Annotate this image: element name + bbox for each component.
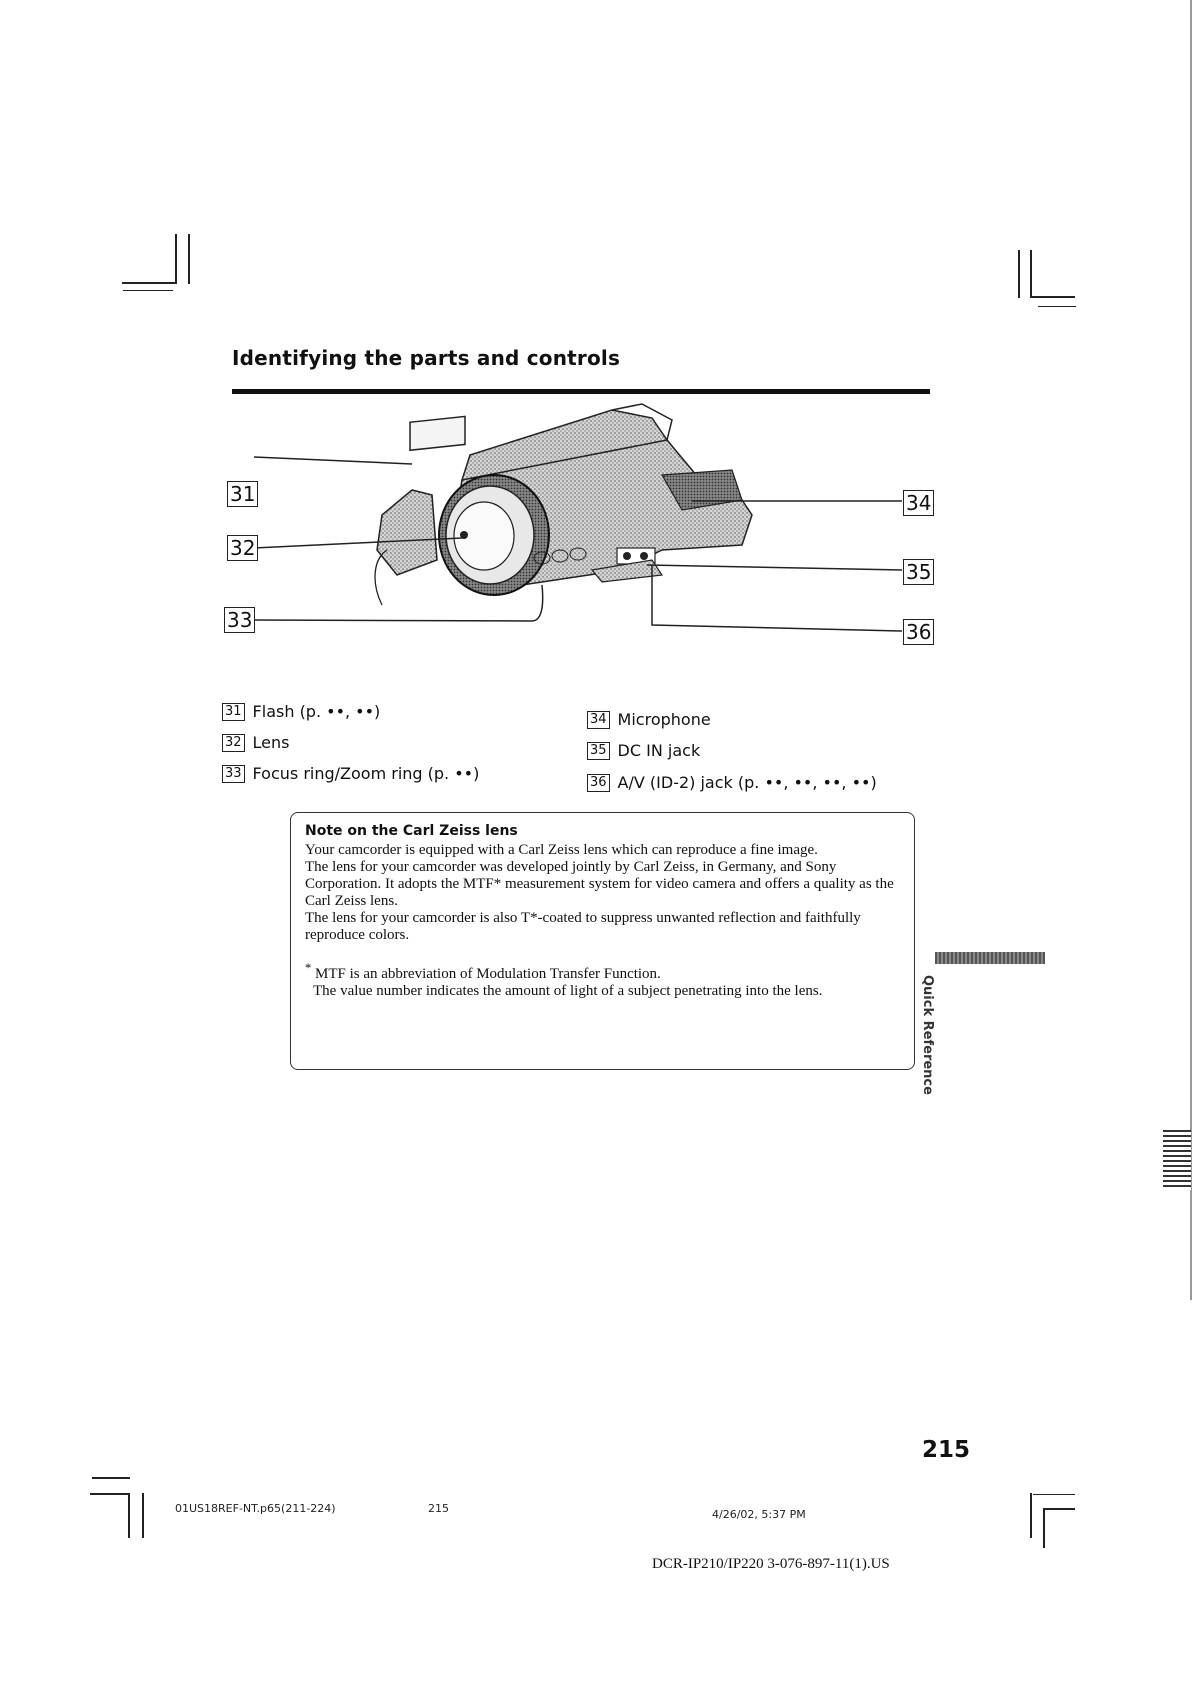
legend-label: A/V (ID-2) jack (p. ••, ••, ••, ••) (617, 773, 877, 792)
crop-mark (1018, 250, 1020, 298)
callout-34: 34 (903, 490, 934, 516)
footer-model: DCR-IP210/IP220 3-076-897-11(1).US (652, 1556, 890, 1572)
crop-mark (128, 1493, 130, 1538)
callout-36: 36 (903, 619, 934, 645)
callout-33: 33 (224, 607, 255, 633)
footer-file: 01US18REF-NT.p65(211-224) (175, 1502, 336, 1515)
note-title: Note on the Carl Zeiss lens (305, 823, 518, 839)
crop-mark (123, 290, 173, 291)
crop-mark (175, 234, 177, 284)
crop-mark (1030, 296, 1075, 298)
crop-mark (90, 1493, 130, 1495)
legend-number: 34 (587, 711, 610, 729)
crop-mark (1043, 1508, 1075, 1510)
legend-item-dc-in-jack (587, 741, 700, 760)
edge-register-strip (1190, 0, 1192, 1300)
callout-32: 32 (227, 535, 258, 561)
footer-timestamp: 4/26/02, 5:37 PM (712, 1508, 806, 1521)
crop-mark (1030, 250, 1032, 298)
note-paragraph: The lens for your camcorder is also T*-coated to suppress unwanted reflection and faithfully reproduce colors. (305, 910, 861, 943)
crop-mark (122, 282, 177, 284)
legend-item-av-jack (587, 773, 877, 792)
crop-mark (1043, 1508, 1045, 1548)
legend-number: 32 (222, 734, 245, 752)
note-paragraph: The lens for your camcorder was developed jointly by Carl Zeiss, in Germany, and Sony Corporation. It adopts the MTF* measurement system for video camera and offers a quality as the Carl Zeiss lens. (305, 859, 894, 909)
footnote-mark: * (305, 961, 312, 975)
legend-label: DC IN jack (617, 741, 701, 760)
section-title: Identifying the parts and controls (232, 346, 621, 370)
legend-number: 33 (222, 765, 245, 783)
legend-number: 36 (587, 774, 610, 792)
legend-number: 35 (587, 742, 610, 760)
footnote-line: MTF is an abbreviation of Modulation Transfer Function. (315, 966, 661, 982)
legend-item-focus-zoom-ring (222, 764, 479, 783)
crop-mark (1038, 306, 1076, 307)
legend-label: Flash (p. ••, ••) (252, 702, 381, 721)
callout-35: 35 (903, 559, 934, 585)
note-box (290, 812, 915, 1070)
footnote-line: The value number indicates the amount of light of a subject penetrating into the lens. (313, 983, 823, 999)
title-rule (232, 389, 930, 394)
side-tab-label: Quick Reference (920, 975, 935, 1095)
crop-mark (92, 1477, 130, 1479)
legend-item-microphone (587, 710, 711, 729)
legend-number: 31 (222, 703, 245, 721)
footnote (305, 960, 900, 983)
legend-item-flash (222, 702, 380, 721)
legend-label: Lens (252, 733, 290, 752)
crop-mark (142, 1493, 144, 1538)
page-number: 215 (922, 1437, 971, 1463)
callout-31: 31 (227, 481, 258, 507)
edge-register-marks (1163, 1130, 1191, 1190)
crop-mark (188, 234, 190, 284)
flash-unit (410, 416, 465, 450)
legend-label: Microphone (617, 710, 711, 729)
legend-item-lens (222, 733, 290, 752)
note-paragraph: Your camcorder is equipped with a Carl Zeiss lens which can reproduce a fine image. (305, 842, 818, 858)
footer-page: 215 (428, 1502, 449, 1515)
side-tab-bar (935, 952, 1045, 964)
crop-mark (1030, 1493, 1032, 1538)
crop-mark (1033, 1494, 1075, 1495)
camcorder-diagram (222, 400, 942, 650)
legend-label: Focus ring/Zoom ring (p. ••) (252, 764, 480, 783)
